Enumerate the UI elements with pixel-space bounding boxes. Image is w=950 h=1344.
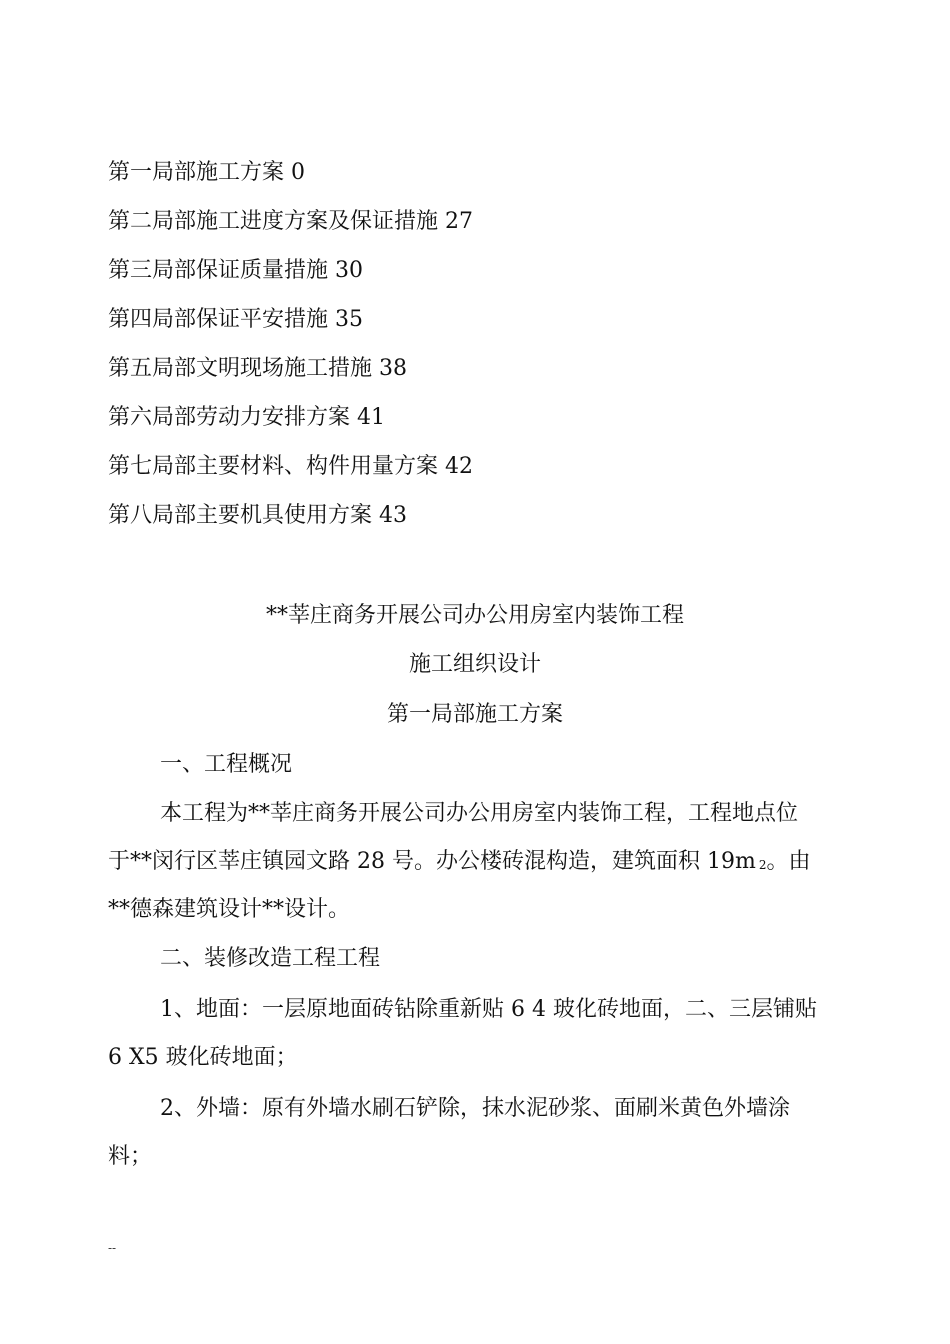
- footer-mark: --: [108, 1241, 117, 1255]
- paragraph-text: 于**闵行区莘庄镇园文路 28 号。办公楼砖混构造，建筑面积 19m: [108, 849, 756, 874]
- toc-item[interactable]: 第七局部主要材料、构件用量方案 42: [108, 454, 473, 479]
- overview-paragraph: [108, 790, 852, 934]
- toc-item[interactable]: 第二局部施工进度方案及保证措施 27: [108, 209, 473, 234]
- table-of-contents: [108, 158, 868, 550]
- paragraph-line: [108, 838, 852, 886]
- section-heading-overview: 一、工程概况: [160, 752, 293, 777]
- toc-item[interactable]: 第四局部保证平安措施 35: [108, 307, 363, 332]
- paragraph-line: 本工程为**莘庄商务开展公司办公用房室内装饰工程，工程地点位: [160, 801, 799, 826]
- toc-item[interactable]: 第六局部劳动力安排方案 41: [108, 405, 385, 430]
- toc-item[interactable]: 第八局部主要机具使用方案 43: [108, 503, 407, 528]
- document-subtitle: 施工组织设计: [408, 652, 541, 677]
- document-title: **莘庄商务开展公司办公用房室内装饰工程: [265, 603, 684, 628]
- area-unit-superscript: 2: [758, 858, 767, 872]
- toc-item[interactable]: 第三局部保证质量措施 30: [108, 258, 363, 283]
- paragraph-line: 料；: [108, 1144, 153, 1169]
- paragraph-line: **德森建筑设计**设计。: [108, 897, 351, 922]
- toc-item[interactable]: 第一局部施工方案 0: [108, 160, 305, 185]
- floor-item-paragraph: [108, 986, 852, 1082]
- paragraph-line: 2、外墙：原有外墙水刷石铲除，抹水泥砂浆、面刷米黄色外墙涂: [160, 1096, 790, 1121]
- part-title: 第一局部施工方案: [386, 702, 563, 727]
- exterior-wall-item-paragraph: [108, 1085, 852, 1181]
- paragraph-line: 1、地面：一层原地面砖钻除重新贴 6 4 玻化砖地面，二、三层铺贴: [160, 997, 817, 1022]
- paragraph-text: 。由: [766, 849, 811, 874]
- paragraph-line: 6 X5 玻化砖地面；: [108, 1045, 298, 1070]
- toc-item[interactable]: 第五局部文明现场施工措施 38: [108, 356, 407, 381]
- section-heading-scope: 二、装修改造工程工程: [160, 946, 381, 971]
